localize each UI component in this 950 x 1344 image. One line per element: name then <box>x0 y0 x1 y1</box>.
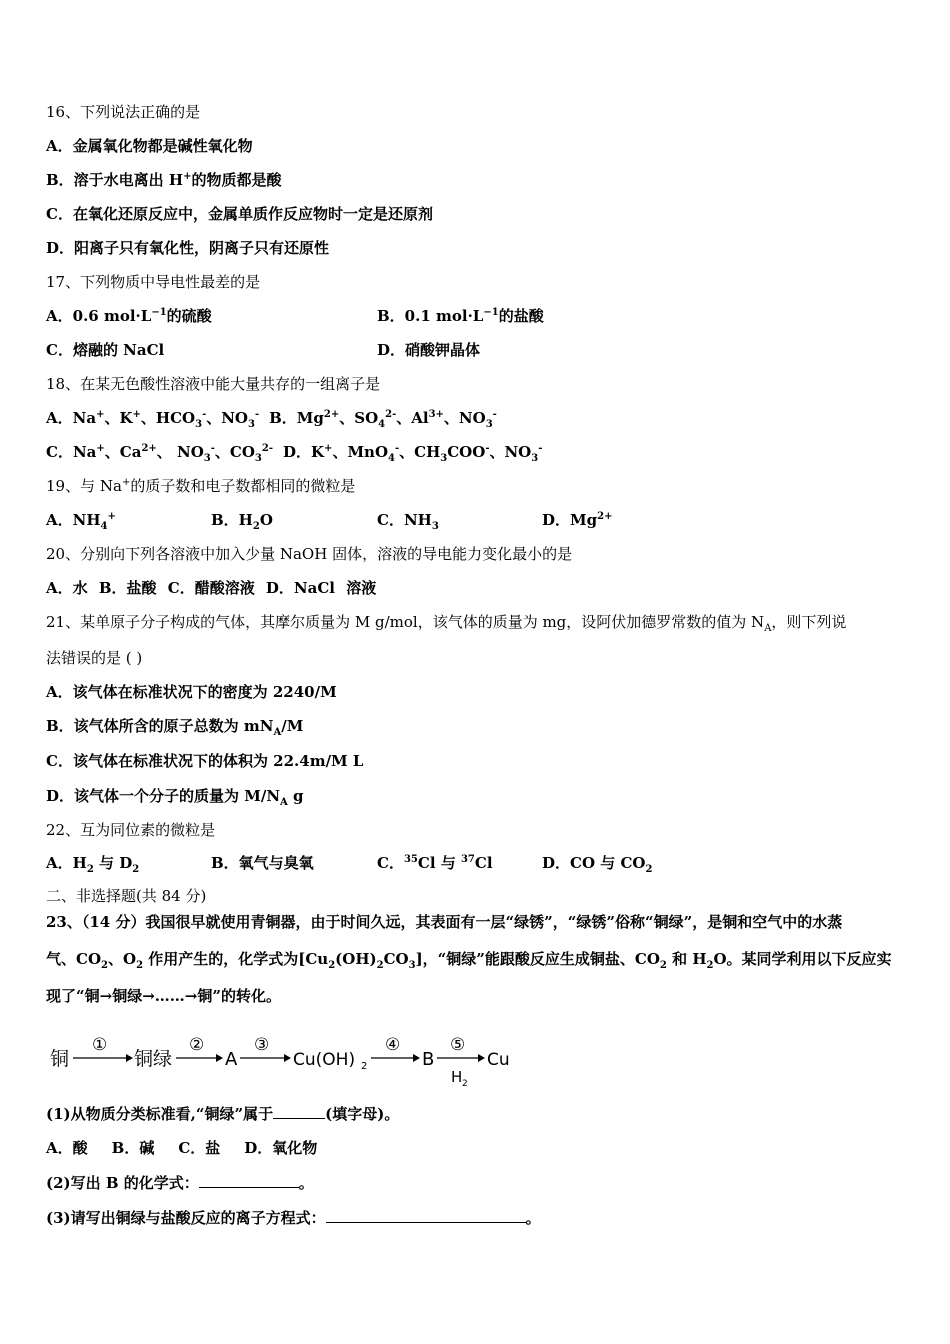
scheme-step-3: ③ <box>254 1035 270 1055</box>
scheme-step-4: ④ <box>385 1035 401 1055</box>
scheme-step-2: ② <box>189 1035 205 1055</box>
q19-option-a: A．$NH_4^+$ <box>46 511 116 532</box>
q22-option-a: A．$H_2$ 与 $D_2$ <box>46 854 140 875</box>
q21-option-b: B．该气体所含的原子总数为 $mN_A/M$ <box>46 717 304 738</box>
q21-stem-line1: 21、某单原子分子构成的气体，其摩尔质量为 M g/mol，该气体的质量为 mg，设阿伏加德罗常数的值为 $N_A$，则下列说 <box>46 613 847 634</box>
scheme-arrowhead-2 <box>216 1054 223 1062</box>
q16-stem: 16、下列说法正确的是 <box>46 103 201 121</box>
q22-stem: 22、互为同位素的微粒是 <box>46 821 216 839</box>
scheme-reagent: H <box>451 1068 463 1086</box>
scheme-step-5: ⑤ <box>450 1035 466 1055</box>
q16-option-d: D．阳离子只有氧化性，阴离子只有还原性 <box>46 239 330 257</box>
q20-options: A．水 B．盐酸 C．醋酸溶液 D．NaCl 溶液 <box>46 579 377 597</box>
q18-options-cd: C．Na+、$Ca^{2+}$、 $NO_3^-$、$CO_3^{2-}$ D．K+、MnO$_4$-、$CH_3COO^-$、$NO_3^-$ <box>46 443 543 464</box>
answer-blank-2[interactable] <box>199 1173 299 1188</box>
q19-stem: 19、与 Na+的质子数和电子数都相同的微粒是 <box>46 477 356 495</box>
q21-option-d: D．该气体一个分子的质量为 $M/N_A$ g <box>46 787 304 808</box>
q22-option-b: B．氧气与臭氧 <box>211 854 314 872</box>
q23-stem-line3: 现了“铜→铜绿→……→铜”的转化。 <box>46 987 281 1005</box>
scheme-cuoh2-sub: 2 <box>361 1061 368 1072</box>
q21-option-c: C．该气体在标准状况下的体积为 22.4m/M L <box>46 752 364 770</box>
q18-stem: 18、在某无色酸性溶液中能大量共存的一组离子是 <box>46 375 381 393</box>
q17-option-d: D．硝酸钾晶体 <box>377 341 481 359</box>
q16-option-a: A．金属氧化物都是碱性氧化物 <box>46 137 253 155</box>
scheme-b: B <box>422 1049 435 1070</box>
scheme-copper: 铜 <box>50 1048 70 1070</box>
scheme-arrowhead-4 <box>413 1054 420 1062</box>
q23-stem-line2: 气、$CO_2$、$O_2$ 作用产生的，化学式为$[Cu_2(OH)_2CO_3]$，“铜绿”能跟酸反应生成铜盐、$CO_2$ 和 $H_2O$。某同学利用以下反应实 <box>46 950 892 971</box>
q18-options-ab: A．Na+、K+、$HCO_3^-$、$NO_3^-$ B．$Mg^{2+}$、$SO_4^{2-}$、$Al^{3+}$、$NO_3^-$ <box>46 409 497 430</box>
q17-option-b: B．0.1 $mol\cdot L^{-1}$的盐酸 <box>377 307 544 325</box>
reaction-scheme <box>46 1030 516 1090</box>
scheme-cuoh2: Cu(OH) <box>293 1050 356 1070</box>
q16-option-c: C．在氧化还原反应中，金属单质作反应物时一定是还原剂 <box>46 205 433 223</box>
q21-option-a: A．该气体在标准状况下的密度为 2240/M <box>46 683 337 701</box>
q23-part1-options: A．酸 B．碱 C．盐 D．氧化物 <box>46 1139 318 1157</box>
scheme-arrowhead-5 <box>478 1054 485 1062</box>
answer-blank-1[interactable] <box>273 1104 325 1119</box>
q19-option-d: D．$Mg^{2+}$ <box>542 511 613 529</box>
q19-option-b: B．$H_2O$ <box>211 511 273 532</box>
scheme-arrowhead-1 <box>126 1054 133 1062</box>
q17-option-a: A．0.6 $mol\cdot L^{-1}$的硫酸 <box>46 307 212 325</box>
answer-blank-3[interactable] <box>326 1208 526 1223</box>
q16-option-b: B．溶于水电离出 H+的物质都是酸 <box>46 171 282 189</box>
q22-option-d: D．CO 与 $CO_2$ <box>542 854 653 875</box>
scheme-arrowhead-3 <box>284 1054 291 1062</box>
q21-stem-line2: 法错误的是 ( ) <box>46 649 143 667</box>
q23-part3: (3)请写出铜绿与盐酸反应的离子方程式： 。 <box>46 1209 541 1227</box>
scheme-verdigris: 铜绿 <box>134 1048 173 1070</box>
q23-part1: (1)从物质分类标准看,“铜绿”属于 (填字母)。 <box>46 1105 400 1123</box>
scheme-cu-final: Cu <box>487 1050 510 1070</box>
q23-part2: (2)写出 B 的化学式： 。 <box>46 1174 314 1192</box>
q22-option-c: C．$^{35}$Cl 与 $^{37}$Cl <box>377 854 493 872</box>
q20-stem: 20、分别向下列各溶液中加入少量 NaOH 固体，溶液的导电能力变化最小的是 <box>46 545 573 563</box>
scheme-reagent-sub: 2 <box>462 1079 468 1089</box>
scheme-a: A <box>225 1049 238 1070</box>
q19-option-c: C．$NH_3$ <box>377 511 439 532</box>
q17-option-c: C．熔融的 NaCl <box>46 341 165 359</box>
scheme-step-1: ① <box>92 1035 108 1055</box>
q17-stem: 17、下列物质中导电性最差的是 <box>46 273 261 291</box>
q23-stem-line1: 23、（14 分）我国很早就使用青铜器，由于时间久远，其表面有一层“绿锈”，“绿锈”俗称“铜绿”，是铜和空气中的水蒸 <box>46 913 843 931</box>
section-heading: 二、非选择题(共 84 分) <box>46 887 207 905</box>
